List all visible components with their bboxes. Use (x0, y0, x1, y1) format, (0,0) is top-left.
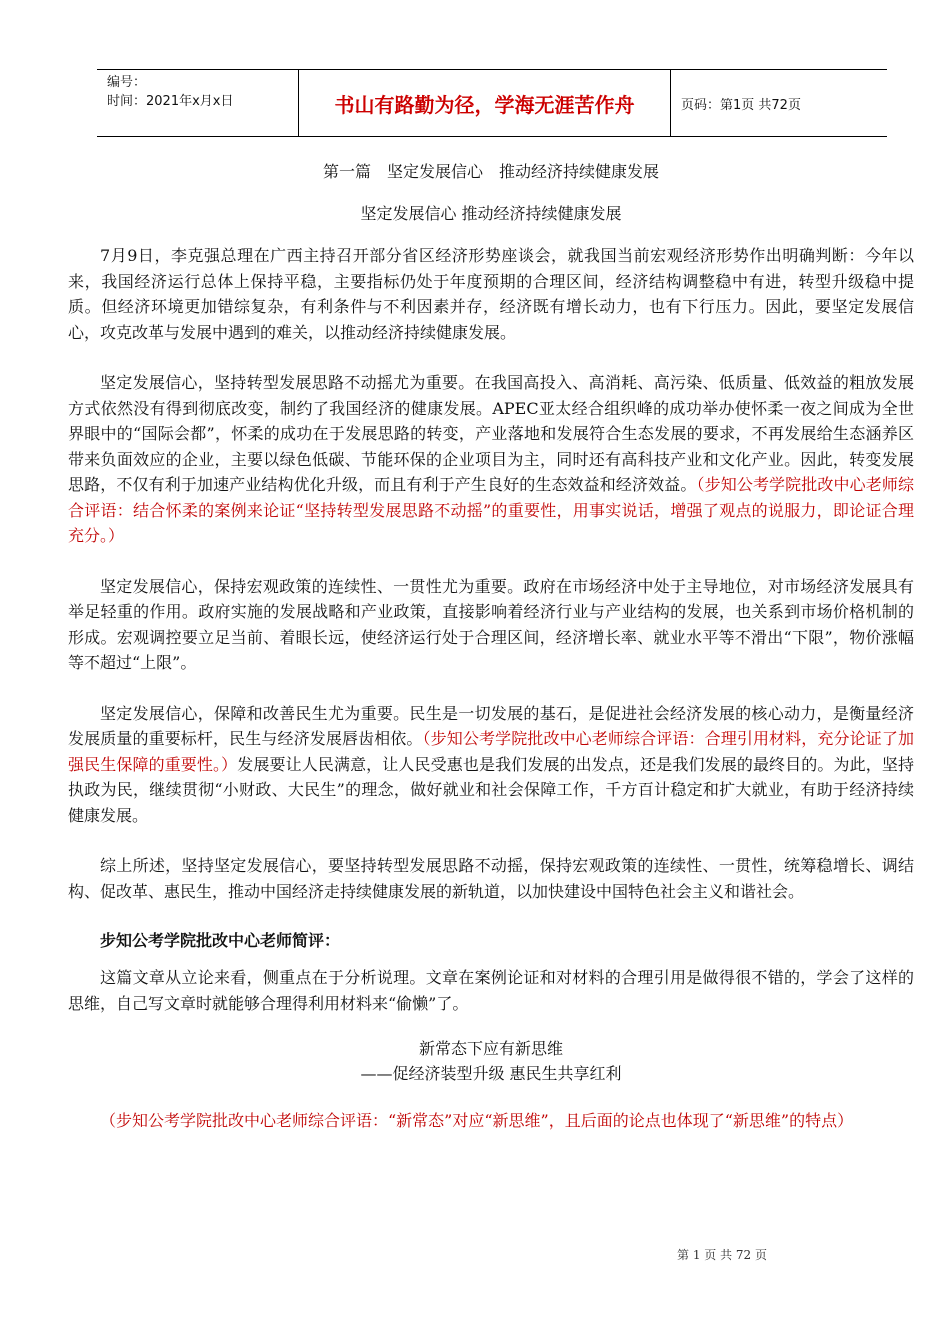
paragraph-4-comment: （步知公考学院批改中心老师综合评语：合理引用材料，充分论证了加强民生保障的重要性。） (68, 729, 914, 774)
number-label: 编号： (107, 75, 147, 90)
paragraph-4 (68, 701, 914, 829)
document-header (97, 69, 887, 137)
time-label: 时间：2021年x月x日 (107, 94, 234, 109)
article-body (68, 148, 914, 1134)
paragraph-2 (68, 370, 914, 549)
paragraph-1: 7月9日，李克强总理在广西主持召开部分省区经济形势座谈会，就我国当前宏观经济形势作出明确判断：今年以来，我国经济运行总体上保持平稳，主要指标仍处于年度预期的合理区间，经济结构调整稳中有进，转型升级稳中提质。但经济环境更加错综复杂，有利条件与不利因素并存，经济既有增长动力，也有下行压力。因此，要坚定发展信心，攻克改革与发展中遇到的难关，以推动经济持续健康发展。 (68, 246, 914, 342)
review-text: 这篇文章从立论来看，侧重点在于分析说理。文章在案例论证和对材料的合理引用是做得很不错的，学会了这样的思维，自己写文章时就能够合理得利用材料来“偷懒”了。 (68, 968, 914, 1013)
paragraph-2-text: 坚定发展信心，坚持转型发展思路不动摇尤为重要。在我国高投入、高消耗、高污染、低质量、低效益的粗放发展方式依然没有得到彻底改变，制约了我国经济的健康发展。APEC亚太经合组织峰的成功举办使怀柔一夜之间成为全世界眼中的“国际会都”，怀柔的成功在于发展思路的转变，产业落地和发展符合生态发展的要求，不再发展给生态涵养区带来负面效应的企业，主要以绿色低碳、节能环保的企业项目为主，同时还有高科技产业和文化产业。因此，转变发展思路，不仅有利于加速产业结构优化升级，而且有利于产生良好的生态效益和经济效益。 (68, 373, 914, 494)
article-main-title: 第一篇 坚定发展信心 推动经济持续健康发展 (322, 162, 659, 181)
article-subtitle: 坚定发展信心 推动经济持续健康发展 (360, 204, 622, 223)
header-meta (97, 70, 299, 136)
next-article-heading (68, 1036, 914, 1086)
next-article-comment: （步知公考学院批改中心老师综合评语：“新常态”对应“新思维”，且后面的论点也体现了“新思维”的特点） (100, 1111, 854, 1130)
review-heading: 步知公考学院批改中心老师简评： (100, 931, 341, 950)
paragraph-2-comment: （步知公考学院批改中心老师综合评语：结合怀柔的案例来论证“坚持转型发展思路不动摇”的重要性，用事实说话，增强了观点的说服力，即论证合理充分。） (68, 475, 914, 545)
paragraph-4-text-a: 坚定发展信心，保障和改善民生尤为重要。民生是一切发展的基石，是促进社会经济发展的核心动力，是衡量经济发展质量的重要标杆，民生与经济发展唇齿相依。 (68, 703, 914, 748)
paragraph-4-text-b: 发展要让人民满意，让人民受惠也是我们发展的出发点，还是我们发展的最终目的。为此，坚持执政为民，继续贯彻“小财政、大民生”的理念，做好就业和社会保障工作，千方百计稳定和扩大就业，有助于经济持续健康发展。 (68, 754, 914, 825)
next-article-subtitle: ——促经济装型升级 惠民生共享红利 (360, 1064, 622, 1083)
header-motto: 书山有路勤为径，学海无涯苦作舟 (299, 70, 671, 136)
paragraph-5: 综上所述，坚持坚定发展信心，要坚持转型发展思路不动摇，保持宏观政策的连续性、一贯性，统筹稳增长、调结构、促改革、惠民生，推动中国经济走持续健康发展的新轨道，以加快建设中国特色社会主义和谐社会。 (68, 856, 914, 901)
paragraph-3: 坚定发展信心，保持宏观政策的连续性、一贯性尤为重要。政府在市场经济中处于主导地位，对市场经济发展具有举足轻重的作用。政府实施的发展战略和产业政策，直接影响着经济行业与产业结构的发展，也关系到市场价格机制的形成。宏观调控要立足当前、着眼长远，使经济运行处于合理区间，经济增长率、就业水平等不滑出“下限”，物价涨幅等不超过“上限”。 (68, 576, 914, 672)
next-article-title: 新常态下应有新思维 (418, 1039, 563, 1058)
page-footer: 第 1 页 共 72 页 (677, 1248, 767, 1262)
header-page-info: 页码：第1页 共72页 (681, 97, 801, 113)
